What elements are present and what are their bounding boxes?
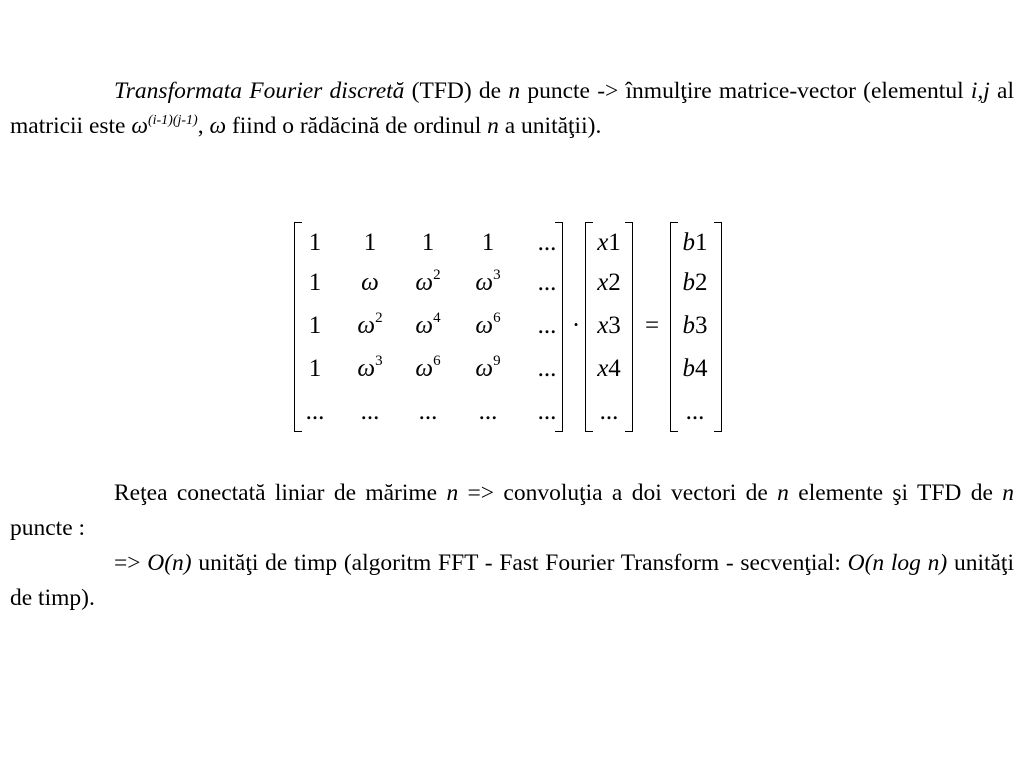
b-vector-entry-4: b4: [682, 355, 708, 382]
matrix-cell-r1-c2: 1: [363, 229, 377, 256]
x-vector-entry-2: x2: [597, 269, 621, 296]
text: a unităţii).: [498, 113, 602, 139]
text: ,: [197, 113, 210, 139]
matrix-cell-r2-c4: $\omega^3$: [475, 267, 501, 296]
complexity-onlogn: O(n log n): [847, 550, 948, 576]
matrix-cell-r3-c3: $\omega^4$: [415, 310, 441, 339]
matrix-cell-r1-c5: ...: [537, 229, 557, 256]
b-vector-left-bracket: [670, 222, 678, 432]
text: unităţi de timp).: [10, 550, 1014, 611]
matrix-cell-r5-c2: ...: [360, 398, 380, 425]
var-ij: i,j: [970, 78, 990, 104]
matrix-cell-r1-c1: 1: [308, 229, 322, 256]
text: puncte -> înmulţire matrice-vector (elementul: [520, 78, 971, 104]
x-vector-entry-3: x3: [597, 312, 621, 339]
matrix-cell-r1-c3: 1: [421, 229, 435, 256]
matrix-cell-r4-c3: $\omega^6$: [415, 353, 441, 382]
matrix-cell-r4-c1: 1: [308, 355, 322, 382]
var-n: n: [446, 480, 459, 506]
b-vector-entry-2: b2: [682, 269, 708, 296]
text: al matricii este: [10, 78, 1014, 139]
text: =>: [114, 550, 148, 576]
matrix-cell-r4-c5: ...: [537, 355, 557, 382]
matrix-cell-r4-c2: $\omega^3$: [357, 353, 383, 382]
matrix-left-bracket: [294, 222, 302, 432]
x-vector-entry-5: ...: [599, 398, 619, 425]
matrix-cell-r5-c3: ...: [418, 398, 438, 425]
paragraph-complexity: [10, 546, 1014, 616]
matrix-cell-r1-c4: 1: [481, 229, 495, 256]
matrix-cell-r5-c4: ...: [478, 398, 498, 425]
text: puncte :: [10, 515, 86, 541]
omega-symbol: ω: [209, 113, 227, 139]
matrix-cell-r3-c1: 1: [308, 312, 322, 339]
matrix-cell-r2-c3: $\omega^2$: [415, 267, 441, 296]
text: (TFD) de: [404, 78, 509, 104]
x-vector-entry-4: x4: [597, 355, 621, 382]
var-n: n: [487, 113, 499, 139]
var-n: n: [777, 480, 789, 506]
x-vector-left-bracket: [585, 222, 593, 432]
matrix-cell-r5-c1: ...: [305, 398, 325, 425]
multiplication-dot: ·: [571, 312, 581, 339]
paragraph-linear-network: [10, 476, 1014, 546]
text: unităţi de timp (algoritm FFT - Fast Fourier Transform - secvenţial:: [191, 550, 848, 576]
matrix-cell-r2-c2: ω: [361, 269, 379, 296]
b-vector-entry-1: b1: [682, 229, 708, 256]
var-n: n: [1002, 480, 1014, 506]
b-vector-entry-3: b3: [682, 312, 708, 339]
matrix-cell-r2-c1: 1: [308, 269, 322, 296]
text: Reţea conectată liniar de mărime: [114, 480, 447, 506]
matrix-cell-r3-c5: ...: [537, 312, 557, 339]
equals-sign: =: [644, 312, 660, 339]
complexity-on: O(n): [147, 550, 192, 576]
matrix-cell-r3-c4: $\omega^6$: [475, 310, 501, 339]
matrix-cell-r5-c5: ...: [537, 398, 557, 425]
matrix-cell-r3-c2: $\omega^2$: [357, 310, 383, 339]
x-vector-right-bracket: [625, 222, 633, 432]
matrix-vector-equation: [290, 222, 730, 434]
var-n: n: [508, 78, 521, 104]
text: => convoluţia a doi vectori de: [458, 480, 778, 506]
b-vector-right-bracket: [714, 222, 722, 432]
matrix-cell-r2-c5: ...: [537, 269, 557, 296]
omega-symbol: ω: [131, 113, 148, 139]
matrix-cell-r4-c4: $\omega^9$: [475, 353, 501, 382]
text: fiind o rădăcină de ordinul: [226, 113, 488, 139]
text: elemente şi TFD de: [788, 480, 1003, 506]
x-vector-entry-1: x1: [597, 229, 621, 256]
paragraph-tfd-definition: [10, 74, 1014, 144]
term-tfd: Transformata Fourier discretă: [114, 78, 405, 104]
b-vector-entry-5: ...: [685, 398, 705, 425]
omega-exponent: (i-1)(j-1): [147, 113, 198, 128]
